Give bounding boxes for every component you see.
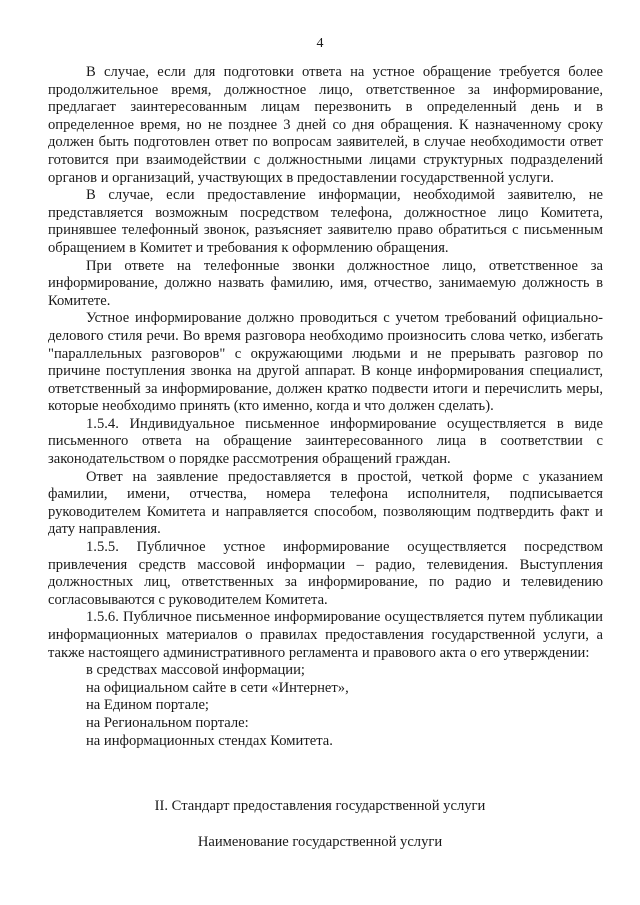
list-item: на информационных стендах Комитета. <box>86 732 333 749</box>
list-item: на официальном сайте в сети «Интернет», <box>86 679 349 696</box>
document-body <box>48 64 603 750</box>
paragraph-written-request-explanation: В случае, если предоставление информации, необходимой заявителю, не представляется возможным посредством телефона, должностное лицо Комитета, принявшее телефонный звонок, разъясняет заявителю право обратиться с письменным обращением в Комитет и требования к оформлению обращения. <box>48 187 603 256</box>
publication-channels-list <box>48 662 603 750</box>
section-heading: II. Стандарт предоставления государственной услуги <box>154 798 486 814</box>
paragraph-callback-deadline: В случае, если для подготовки ответа на устное обращение требуется более продолжительное время, должностное лицо, ответственное за информирование, предлагает заинтересованным лицам перезвонить в определенный день и в определенное время, но не позднее 3 дней со дня обращения. К назначенному сроку должен быть подготовлен ответ по вопросам заявителей, в случае необходимости ответ готовится при взаимодействии с должностными лицами структурных подразделений органов и организаций, участвующих в предоставлении государственной услуги. <box>48 64 603 186</box>
paragraph-phone-introduction: При ответе на телефонные звонки должностное лицо, ответственное за информирование, должно назвать фамилию, имя, отчество, занимаемую должность в Комитете. <box>48 257 603 309</box>
page-number: 4 <box>316 36 324 51</box>
paragraph-1-5-4: 1.5.4. Индивидуальное письменное информирование осуществляется в виде письменного ответа на обращение заинтересованного лица в соответствии с законодательством о порядке рассмотрения обращений граждан. <box>48 415 603 468</box>
paragraph-1-5-5: 1.5.5. Публичное устное информирование осуществляется посредством привлечения средств массовой информации – радио, телевидения. Выступления должностных лиц, ответственных за информирование, по радио и телевидению согласовываются с руководителем Комитета. <box>48 539 603 608</box>
list-item: в средствах массовой информации; <box>86 662 305 679</box>
subsection-heading: Наименование государственной услуги <box>197 834 443 850</box>
paragraph-1-5-6: 1.5.6. Публичное письменное информирование осуществляется путем публикации информационных материалов о правилах предоставления государственной услуги, а также настоящего административного регламента и правового акта о его утверждении: <box>48 609 603 661</box>
list-item: на Региональном портале: <box>86 714 249 731</box>
paragraph-response-form: Ответ на заявление предоставляется в простой, четкой форме с указанием фамилии, имени, отчества, номера телефона исполнителя, подписывается руководителем Комитета и направляется способом, позволяющим подтвердить факт и дату направления. <box>48 468 603 538</box>
list-item: на Едином портале; <box>86 697 209 714</box>
paragraph-oral-style: Устное информирование должно проводиться с учетом требований официально-делового стиля речи. Во время разговора необходимо произносить слова четко, избегать "параллельных разговоров" с окружающими людьми и не прерывать разговор по причине поступления звонка на другой аппарат. В конце информирования специалист, ответственный за информирование, должен кратко подвести итоги и перечислить меры, которые необходимо принять (кто именно, когда и что должен сделать). <box>48 310 603 415</box>
